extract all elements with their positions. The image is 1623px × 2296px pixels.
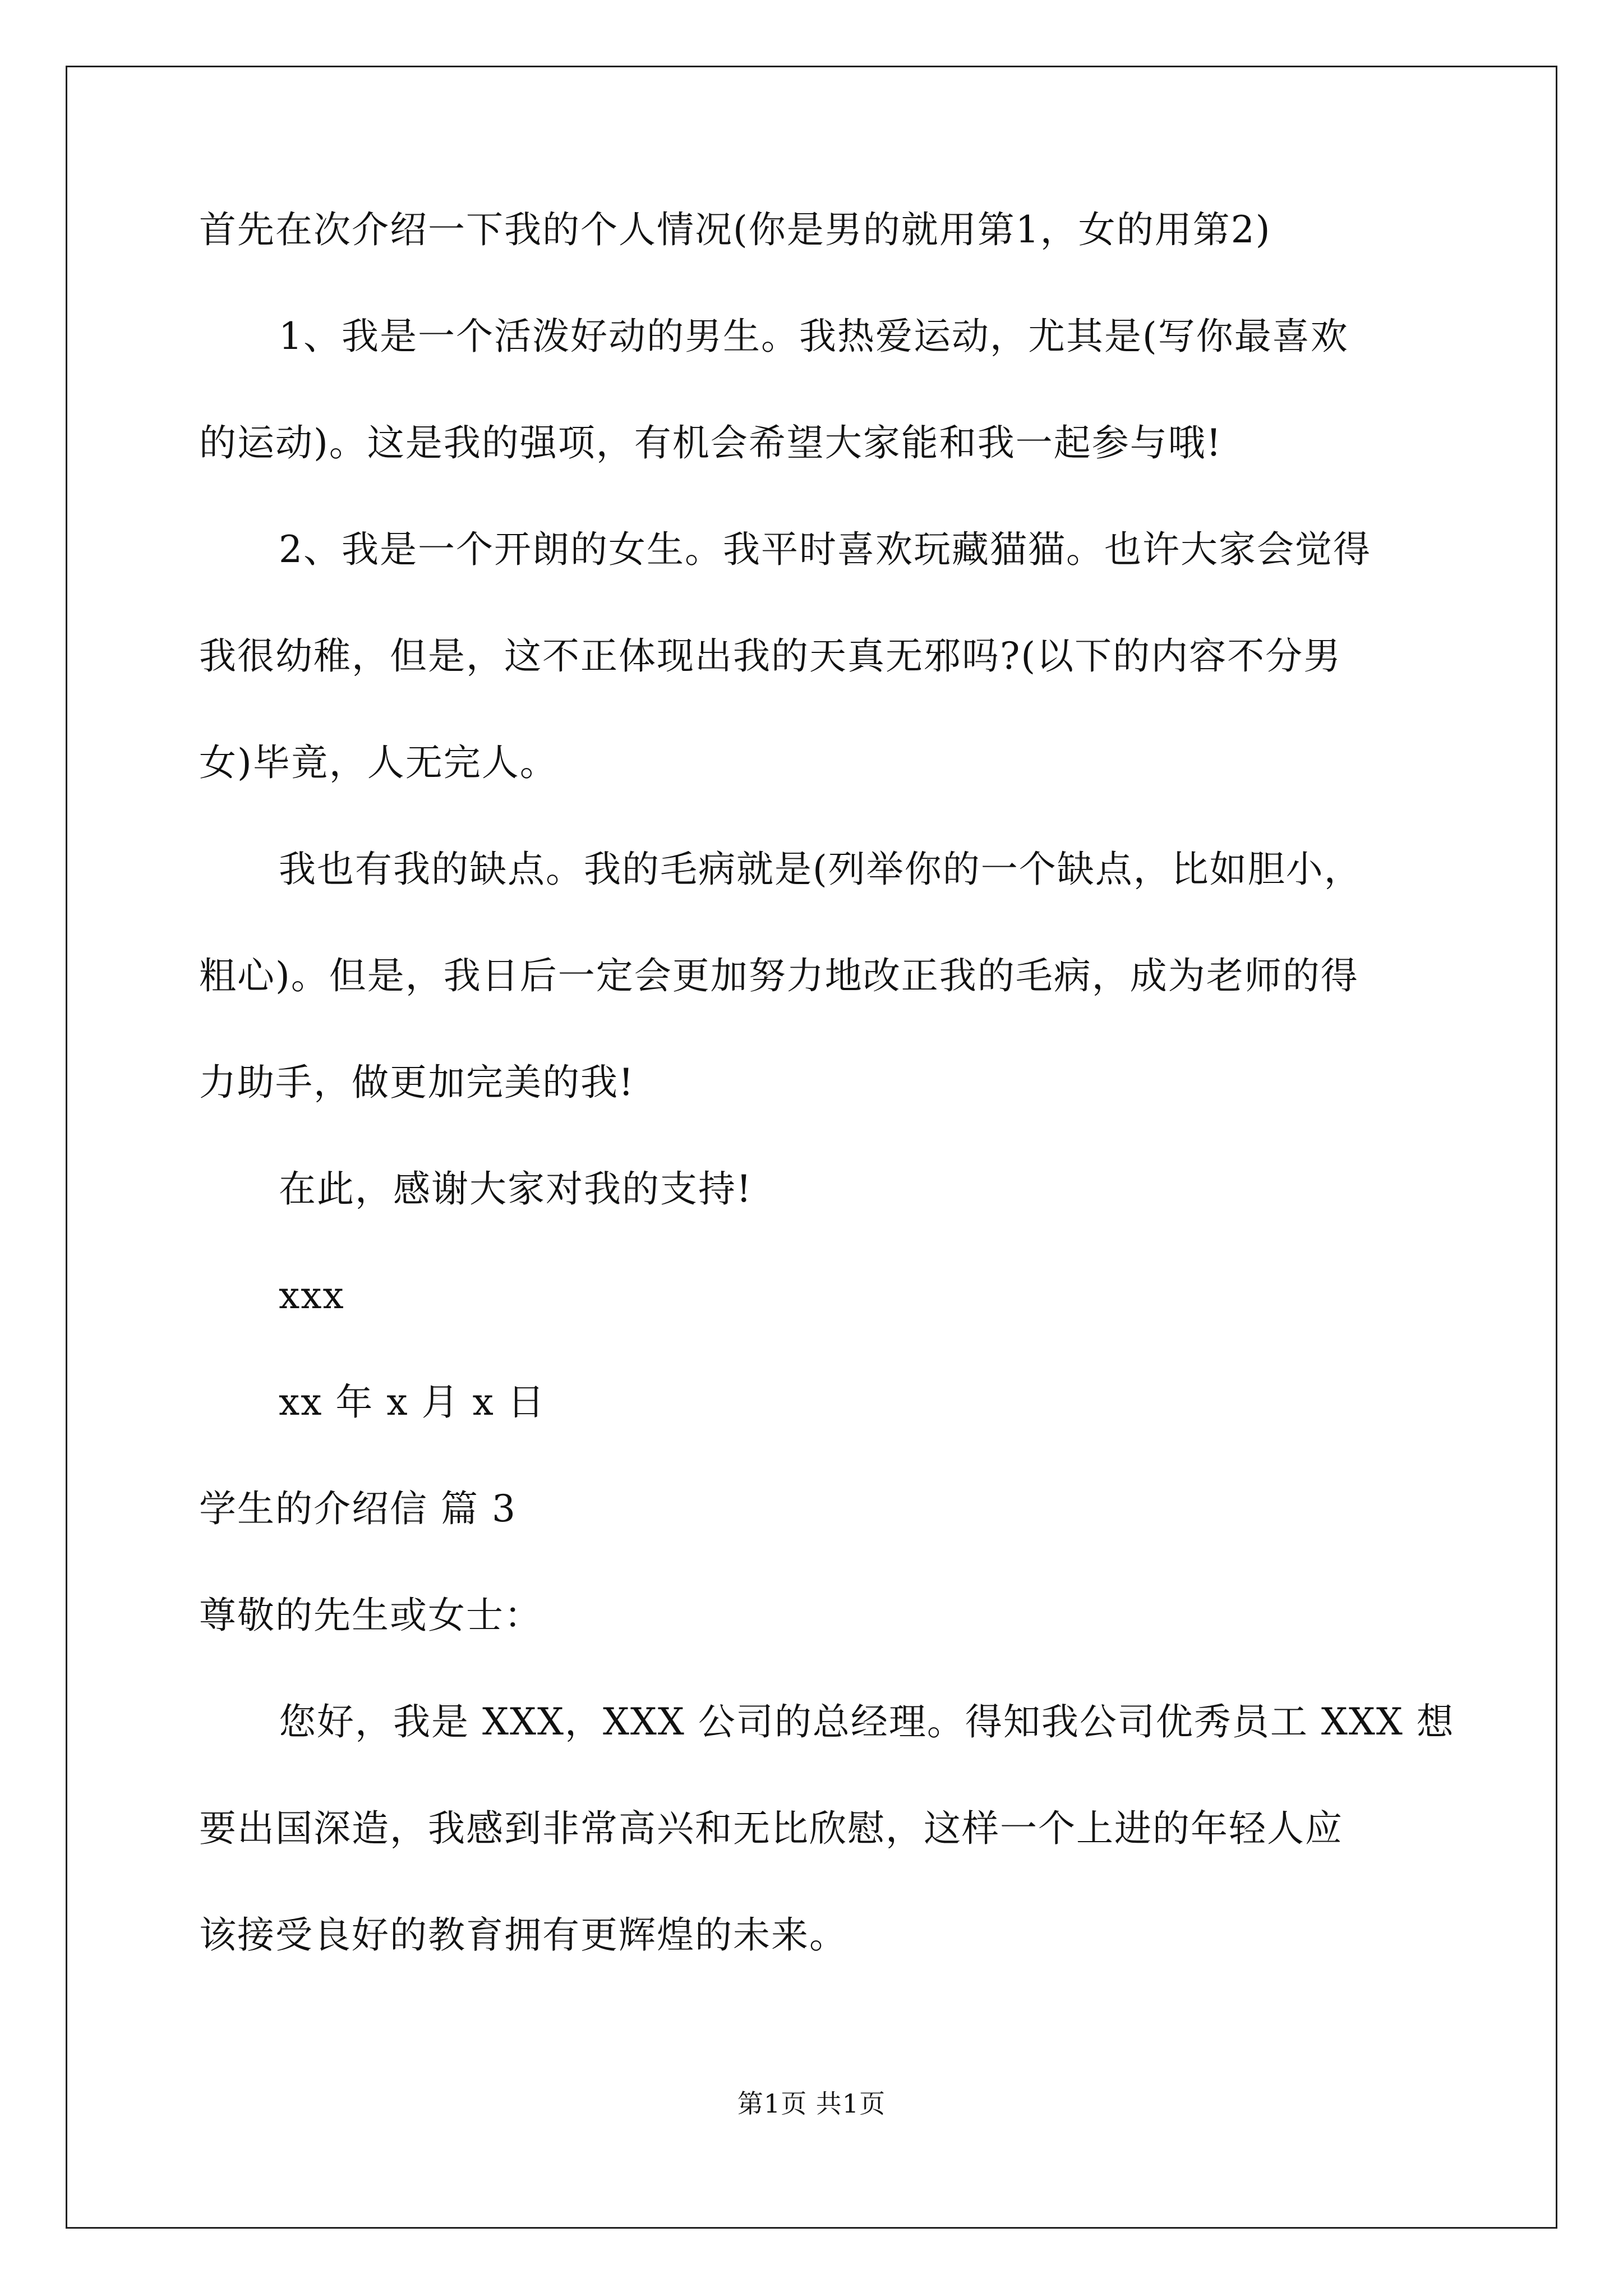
paragraph-1-line-1: 1、我是一个活泼好动的男生。我热爱运动，尤其是(写你最喜欢	[279, 315, 1349, 358]
paragraph-3-line-1: 我也有我的缺点。我的毛病就是(列举你的一个缺点，比如胆小，	[279, 848, 1362, 891]
paragraph-3-line-2: 粗心)。但是，我日后一定会更加努力地改正我的毛病，成为老师的得	[199, 954, 1359, 997]
intro-line: 首先在次介绍一下我的个人情况(你是男的就用第1，女的用第2)	[199, 208, 1271, 251]
salutation: 尊敬的先生或女士：	[199, 1594, 542, 1637]
signature-date: xx 年 x 月 x 日	[279, 1381, 546, 1424]
paragraph-2-line-2: 我很幼稚，但是，这不正体现出我的天真无邪吗?(以下的内容不分男	[199, 634, 1342, 678]
paragraph-1-line-2: 的运动)。这是我的强项，有机会希望大家能和我一起参与哦!	[199, 421, 1223, 464]
paragraph-2-line-3: 女)毕竟，人无完人。	[199, 741, 558, 784]
paragraph-3-line-3: 力助手，做更加完美的我!	[199, 1061, 635, 1104]
paragraph-4-line-3: 该接受良好的教育拥有更辉煌的未来。	[199, 1913, 847, 1957]
paragraph-2-line-1: 2、我是一个开朗的女生。我平时喜欢玩藏猫猫。也许大家会觉得	[279, 528, 1371, 571]
thanks-line: 在此，感谢大家对我的支持!	[279, 1167, 753, 1211]
paragraph-4-line-1: 您好，我是 XXX，XXX 公司的总经理。得知我公司优秀员工 XXX 想	[279, 1700, 1455, 1743]
page-footer: 第1页 共1页	[737, 2088, 886, 2119]
page-border	[66, 66, 1557, 2229]
section-heading: 学生的介绍信 篇 3	[199, 1487, 517, 1530]
signature-name: xxx	[279, 1274, 345, 1317]
paragraph-4-line-2: 要出国深造，我感到非常高兴和无比欣慰，这样一个上进的年轻人应	[199, 1807, 1343, 1850]
